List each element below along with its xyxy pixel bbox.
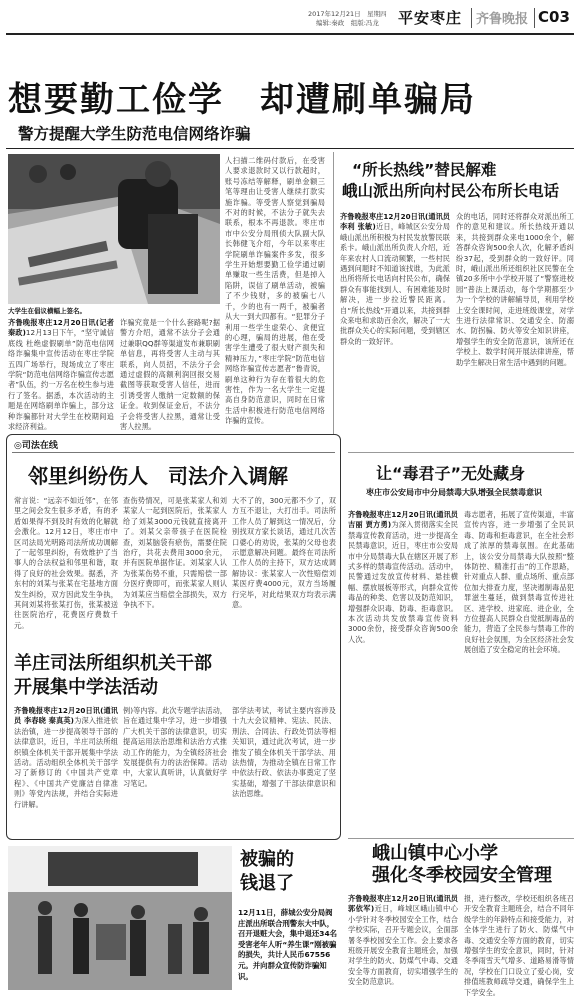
main-body-col3: 人扫描二维码付款后，在受害人要求退款时又以行款超时，账号冻结等解释，刷单金额三笔等理由让受害人继续打款实施诈骗。等受害人察觉到骗局不对的时候，不法分子就失去联系，根本不再退款。枣庄市市中公安分局刑侦大队副大队长韩健飞介绍，今年以来枣庄学院刷单诈骗案件多发，很多学生开始想要勤工俭学通过刷单赚取一些生活费，但是掉入陷阱，误信了刷单活动，被骗了不少钱财，多的被骗七八千，少的也有一两千，被骗者从大一到大四都有。“犯罪分子利用一些学生虚荣心、贪便宜的心理，骗局的进展，他在受害学生遭受了很大财产损失和精神压力，”枣庄学院“防范电信网络诈骗宣传志愿者”鲁青说，刷单这种行为存在着很大的危害性，作为一名大学生一定提高自身防范意识，同时在日常生活中积极进行防范电信网络诈骗的宣传。 [225, 156, 325, 426]
main-subheadline: 警方提醒大学生防范电信网络诈骗 [18, 125, 251, 143]
main-headline: 想要勤工俭学 却遭刷单骗局 [8, 80, 476, 120]
hotline-body-col1 [340, 212, 450, 434]
refund-body: 12月11日，薛城公安分局阀庄派出所联合刑警东大中队，召开退赃大会，集中退还34名受害老年人听“养生课”刚被骗的损失，共计人民币67556元。并向群众宣传防诈骗知识。 [238, 908, 337, 981]
main-body-col2: 诈骗究竟是一个什么套路呢?据警方介绍，通常不法分子会通过兼职QQ群等渠道发布兼职刷单信息，再将受害人主动与其联系，向人员招，不法分子会通过虚假的高额利润回报交易截图等获取受害人信任，进而引诱受害人缴纳一定数额的保证金。收到保证金后，不法分子会将受害人拉黑，通常让受害人拉黑。 [120, 318, 220, 432]
study-body-col3: 部学法考试，考试主要内容涉及十九大会议精神、宪法、民法、刑法、合同法、行政处罚法等相关知识，通过此次考试，进一步推发了镇全体机关干部学法、用法热情，为推动全镇在日常工作中依法行政、依法办事奠定了坚实基础，增强了干部法律意识和法治思维。 [232, 706, 336, 799]
school-body-col2: 报，进行整改，学校还组织各班召开安全教育主题班会，结合不同年级学生的年龄特点和接受能力，对全体学生进行了防火、防煤气中毒、交通安全等方面的教育，切实增强学生的安全意识，同时，针对冬季雨雪天气增多、道路易滑等情况，学校在门口设立了爱心岗，安排值班教师疏导交通，确保学生上下学安全。 [464, 894, 574, 997]
main-dateline: 齐鲁晚报枣庄12月20日讯(记者 秦政) [8, 318, 114, 338]
drugs-body-text: 为深入贯彻落实全民禁毒宣传教育活动，进一步提高全民禁毒意识，近日，枣庄市公安局市中分局禁毒大队在辖区开展了形式多样的禁毒宣传活动。活动中，民警通过发放宣传材料、悬挂横幅、摆放展板等形式，向群众宣传毒品的种类、危害以及防范知识，增强群众识毒、防毒、拒毒意识。本次活动共发放禁毒宣传资料3000余份，接受群众咨询500余人次。 [348, 520, 458, 644]
column-divider [333, 152, 334, 434]
study-dateline: 齐鲁晚报枣庄12月20日讯(通讯员 李春晓 秦真英) [14, 706, 118, 726]
newspaper-logo: 齐鲁晚报 [476, 12, 529, 27]
hotline-body-col2: 众的电话，同时还将群众对派出所工作的意见和建议。所长热线开通以来，共接到群众来电1000余个，解答群众咨询500余人次，化解矛盾纠纷37起，受到群众的一致好评。同时，峨山派出所还组织社区民警在全镇20多所中小学校开展了“警察进校园”普法上课活动，每个学期都至少为一个学校的讲解辅导员，利用学校上安全课时间，走进班级课堂，对学生进行法律常识、交通安全、防溺水、防拐骗、防火等安全知识讲座，增强学生的安全防范意识，该所还在学校上、数学时间开展法律讲座，帮助学生解决日常生活中遇到的问题。 [456, 212, 574, 367]
judicial-body-col1: 常言说：“远亲不如近邻”，在邻里之间会发生很多矛盾，有的矛盾如果得不到及时有效的化解就会激化。12月12日，枣庄市中区司法局光明路司法所成功调解了一起邻里纠纷，有效维护了当事人的合法权益和邻里和谐，取得了良好的社会效果。据悉，齐东村的刘某与张某在宅基地方面发生纠纷，双方因此发生争执，其间刘某将张某打伤，张某被送往医院治疗，花费医疗费数千元。 [14, 496, 118, 630]
hotline-dateline: 齐鲁晚报枣庄12月20日讯(通讯员 李利 张敏) [340, 212, 450, 232]
main-body-text-1: 12月13日下午，“坚守诚信底线 杜绝虚假刷单”防范电信网络诈骗集中宣传活动在枣庄学院五四广场举行，现场成立了枣庄学院“防范电信网络诈骗宣传志愿者”队伍，约一万名在校生参与进行了签名。据悉，本次活动的主题是在网络刷单诈骗上，部分这种诈骗都针对大学生在校期间追求经济利益。 [8, 328, 114, 432]
study-body-col1 [14, 706, 118, 834]
study-headline-2: 开展集中学法活动 [14, 677, 158, 698]
school-title: 峨山镇中心小学 [372, 843, 498, 864]
drugs-body-col1 [348, 510, 458, 830]
header-rule [6, 33, 574, 35]
school-body-col1 [348, 894, 458, 992]
photo-caption: 大学生在倡议横幅上签名。 [8, 307, 86, 315]
school-top-rule [348, 838, 574, 839]
school-subtitle: 强化冬季校园安全管理 [372, 865, 552, 886]
page-number: C03 [538, 8, 570, 26]
refund-title: 被骗的 [240, 849, 294, 870]
hotline-subtitle: 峨山派出所向村民公布所长电话 [342, 182, 560, 200]
judicial-body-col3: 大不了的，300元都不少了，双方互不退让，大打出手。司法所工作人员了解到这一情况后，分别找双方家长谈话，通过几次苦口婆心的劝说，张某的父母也表示愿意解决问题。最终在司法所工作人员的主持下，双方达成调解协议：张某家人一次性赔偿刘某医疗费4000元，双方当场履行完毕，对此结果双方均表示满意。 [232, 496, 336, 610]
section-title: 平安枣庄 [398, 9, 463, 27]
study-body-text: 为深入推进依法治镇，进一步提高领导干部的法律意识，近日，羊庄司法所组织镇全体机关干部开展集中学法活动。活动组织全体机关干部学习了新修订的《中国共产党章程》、《中国共产党廉洁自律准则》等党内法规，并结合实际进行讲解。 [14, 716, 118, 809]
judicial-body-col2: 查伤势情况，可是张某家人和刘某家人一起到医院后，张某家人给了刘某3000元钱就直接离开了。刘某父亲带孩子在医院检查，刘某脑袋有瘀伤，需要住院治疗，共花去费用3000余元，并有医院单据作证。刘某家人认为张某伤势不重，只需赔偿一部分医疗费即可，而张某家人则认为刘某应当赔偿全部损失，双方争执不下。 [123, 496, 227, 610]
judicial-headline: 邻里纠纷伤人 司法介入调解 [28, 464, 288, 488]
study-headline-1: 羊庄司法所组织机关干部 [14, 653, 212, 674]
drugs-title: 让“毒君子”无处藏身 [376, 464, 526, 483]
hotline-body-text: 近日，峰城区公安分局峨山派出所积极为村民发放警民联系卡。峨山派出所负责人介绍，近年来农村人口流动频繁，一些村民遇到问题时不知道该找谁，为此派出所将所长电话向村民公布，确保群众有事能找到人、有困难能及时解决，进一步拉近警民距离。自“所长热线”开通以来，共接到群众来电和求助百余次，解决了一大批群众关心的实际问题，受到辖区群众的一致好评。 [340, 222, 450, 346]
headline-rule [6, 148, 574, 149]
school-dateline: 齐鲁晚报枣庄12月20日讯(通讯员 郭依军) [348, 894, 458, 914]
drugs-dateline: 齐鲁晚报枣庄12月20日讯(通讯员 吉丽 贾方勇) [348, 510, 458, 530]
signing-photo [8, 154, 220, 304]
drugs-subtitle: 枣庄市公安局市中分局禁毒大队增强全民禁毒意识 [366, 488, 542, 497]
hotline-title: “所长热线”替民解难 [352, 161, 497, 179]
header-divider [471, 8, 472, 28]
main-body-col1 [8, 318, 114, 432]
header-divider-2 [534, 8, 535, 28]
drugs-body-col2: 毒志愿者，拓展了宣传渠道，丰富宣传内容，进一步增强了全民识毒、防毒和拒毒意识，在全社会形成了浓厚的禁毒氛围。在此基础上，该公安分局禁毒大队按照“整体防控、精准打击”的工作思路，针对重点人群、重点场所、重点部位加大排查力度，坚决遏制毒品犯罪滋生蔓延，做到禁毒宣传进社区、进学校、进家庭、进企业，全方位提高人民群众自觉抵制毒品的能力，营造了全民参与禁毒工作的良好社会氛围，为全区经济社会发展创造了安全稳定的社会环境。 [464, 510, 574, 655]
refund-subtitle: 钱退了 [240, 873, 294, 894]
issue-date: 2017年12月21日 星期四 [308, 10, 387, 18]
editor-credits: 编辑:秦政 组版:冯龙 [316, 19, 379, 27]
refund-photo [8, 846, 232, 990]
school-body-text: 近日，峰城区峨山镇中心小学针对冬季校园安全工作，结合学校实际，召开专题会议，全面部署冬季校园安全工作。会上要求各班级开展安全教育主题班会，加强对学生的防火、防煤气中毒、交通安全等方面教育，切实增强学生的安全防范意识。 [348, 904, 458, 987]
judicial-tag: ◎司法在线 [14, 441, 58, 451]
judicial-tag-rule [12, 452, 335, 453]
study-body-col2: 例)等内容。此次专题学法活动，旨在通过集中学习，进一步增强广大机关干部的法律意识，切实提高运用法治思维和法治方式推动工作的能力，为全镇经济社会发展提供有力的法治保障。活动中，大家认真听讲，认真做好学习笔记。 [123, 706, 227, 788]
drugs-top-rule [348, 452, 574, 453]
